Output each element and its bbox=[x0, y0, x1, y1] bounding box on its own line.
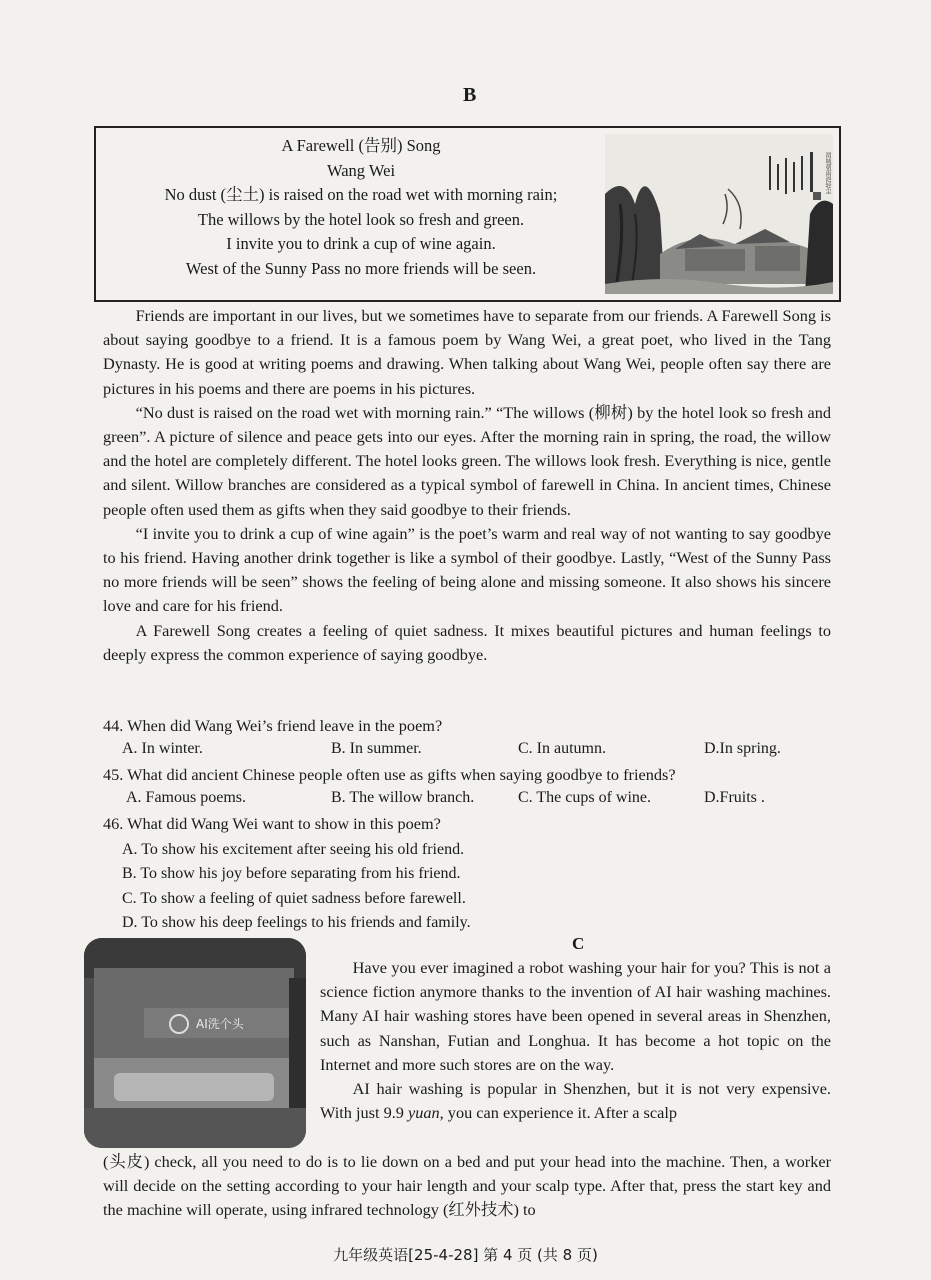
paragraph: “I invite you to drink a cup of wine again” is the poet’s warm and real way of not wanting to say goodbye to his friend. Having another drink together is like a symbol of their goodbye. Lastly, “West of the Sunny Pass no more friends will be seen” shows the feeling of being alone and missing someone. It also shows his sincere love and care for his friend. bbox=[103, 523, 831, 616]
poem-line: The willows by the hotel look so fresh and green. bbox=[197, 209, 525, 229]
poem-line: I invite you to drink a cup of wine again. bbox=[226, 234, 496, 254]
poem-box bbox=[94, 126, 841, 302]
paragraph bbox=[320, 1077, 831, 1125]
paragraph-2-cont: , you can experience it. After a scalp bbox=[439, 1103, 677, 1123]
page-footer: 九年级英语[25-4-28] 第 4 页 (共 8 页) bbox=[333, 1246, 598, 1264]
ai-hair-washing-photo bbox=[84, 938, 306, 1148]
option-a: A. To show his excitement after seeing his old friend. bbox=[122, 841, 465, 858]
ink-painting-svg bbox=[605, 134, 833, 294]
yuan-term: yuan bbox=[408, 1103, 440, 1123]
passage-c-full-width: (头皮) check, all you need to do is to lie down on a bed and put your head into the machine. Then, a worker will decide on the setting according to your hair length and your scalp type. After that, press the start key and the machine will operate, using infrared technology (红外技术) to bbox=[103, 1152, 831, 1220]
question-46: 46. What did Wang Wei want to show in this poem? bbox=[103, 814, 441, 833]
option-b: B. In summer. bbox=[331, 740, 422, 757]
option-b: B. The willow branch. bbox=[331, 789, 475, 806]
question-44: 44. When did Wang Wei’s friend leave in the poem? bbox=[103, 716, 443, 735]
option-d: D.In spring. bbox=[704, 740, 781, 757]
question-46-options bbox=[122, 838, 471, 936]
paragraph-2-start: AI hair washing is popular in Shenzhen, but it is not very expensive. With just 9.9 bbox=[320, 1079, 831, 1123]
poem-line: No dust (尘土) is raised on the road wet with morning rain; bbox=[164, 185, 558, 205]
option-d: D. To show his deep feelings to his friends and family. bbox=[122, 914, 471, 932]
paragraph: Friends are important in our lives, but we sometimes have to separate from our friends. A Farewell Song is about saying goodbye to a friend. It is a famous poem by Wang Wei, a great poet, who lived in the Tang Dynasty. He is good at writing poems and drawing. When talking about Wang Wei, people often say there are pictures in his poems and there are poems in his pictures. bbox=[103, 306, 831, 398]
option-d: D.Fruits . bbox=[704, 789, 765, 806]
option-b: B. To show his joy before separating from his friend. bbox=[122, 865, 461, 883]
section-b-heading: B bbox=[463, 84, 477, 106]
poem-author: Wang Wei bbox=[326, 160, 396, 180]
option-c: C. The cups of wine. bbox=[518, 789, 652, 806]
question-45: 45. What did ancient Chinese people often use as gifts when saying goodbye to friends? bbox=[103, 765, 676, 784]
photo-sign-text: AI洗个头 bbox=[196, 1017, 244, 1031]
option-a: A. In winter. bbox=[122, 740, 203, 757]
ai-store-photo-svg bbox=[84, 938, 306, 1148]
paragraph: Have you ever imagined a robot washing your hair for you? This is not a science fiction anymore thanks to the invention of AI hair washing machines. Many AI hair washing stores have been opened in several areas in Shenzhen, such as Nanshan, Futian and Longhua. It has become a hot topic on the Internet and more such stores are on the way. bbox=[320, 958, 831, 1074]
option-c: C. In autumn. bbox=[518, 740, 606, 757]
passage-b bbox=[103, 304, 831, 667]
paragraph: “No dust is raised on the road wet with morning rain.” “The willows (柳树) by the hotel look so fresh and green”. A picture of silence and peace gets into our eyes. After the morning rain in spring, the road, the willow and the hotel are completely different. The hotel looks green. The willows look fresh. Everything is nice, gentle and silent. Willow branches are considered as a typical symbol of farewell in China. In ancient times, Chinese people often used them as gifts when they said goodbye to their friends. bbox=[103, 402, 831, 519]
poem-line: West of the Sunny Pass no more friends will be seen. bbox=[185, 258, 537, 278]
ink-painting-image bbox=[605, 134, 833, 294]
option-c: C. To show a feeling of quiet sadness before farewell. bbox=[122, 889, 466, 907]
option-a: A. Famous poems. bbox=[126, 789, 246, 806]
passage-c-wrapped bbox=[320, 956, 831, 1125]
paragraph: A Farewell Song creates a feeling of quiet sadness. It mixes beautiful pictures and human feelings to deeply express the common experience of saying goodbye. bbox=[103, 620, 831, 664]
section-c-heading: C bbox=[572, 934, 585, 953]
poem-text bbox=[126, 134, 596, 282]
poem-title: A Farewell (告别) Song bbox=[281, 136, 441, 155]
painting-inscription: 渭城朝雨浥轻尘 bbox=[824, 152, 831, 194]
